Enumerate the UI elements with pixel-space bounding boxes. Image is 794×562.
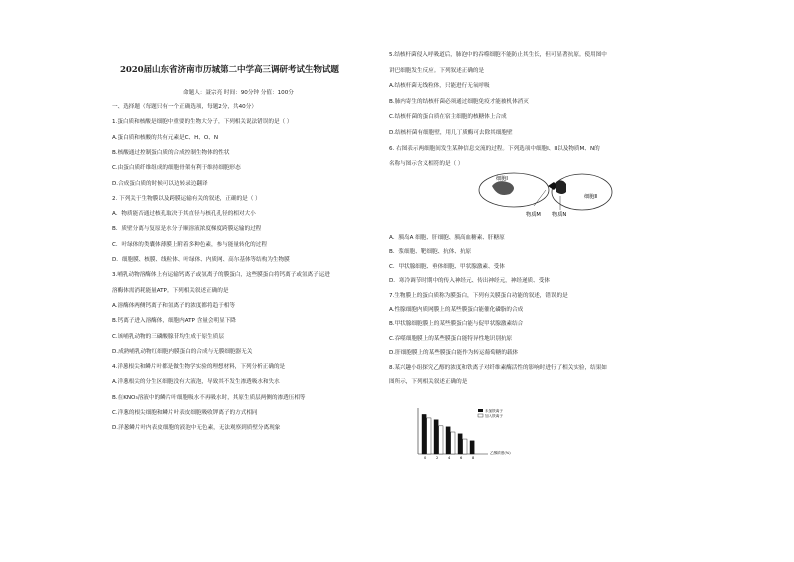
- text-line: C．叶绿体的类囊体薄膜上附着多种色素，参与能量转化的过程: [112, 241, 267, 248]
- text-line: D.肝细胞膜上的某些膜蛋白能作为转运葡萄糖的载体: [389, 350, 519, 357]
- x-tick-label: 0: [424, 456, 427, 460]
- text-line: B.甲状腺细胞膜上的某些膜蛋白能与促甲状腺激素结合: [389, 321, 524, 328]
- text-line: A.性腺细胞内质网膜上的某些膜蛋白能催化磷脂的合成: [389, 307, 524, 313]
- text-line: B.肺内寄生的结核杆菌必须通过细胞免疫才能被机体消灭: [389, 98, 529, 105]
- bar-0-series-2: [427, 418, 431, 454]
- cell-2-label: 细胞Ⅱ: [584, 194, 597, 200]
- text-line: A．物质能否通过核孔取决于其直径与核孔孔径的相对大小: [112, 211, 256, 218]
- text-line: D.成熟哺乳动物红细胞内膜蛋白的合成与无膜细胞器无关: [112, 348, 253, 355]
- text-line: B.钙离子进入溶酶体，细胞内ATP 含量会明显下降: [112, 318, 236, 325]
- text-line: C.结核杆菌的蛋白质在宿主细胞的核糖体上合成: [389, 114, 507, 121]
- text-line: 2. 下列关于生物膜以及跨膜运输有关的叙述，正确的是（ ）: [112, 195, 261, 202]
- text-line: A.溶酶体两侧钙离子和氢离子的浓度都将趋于相等: [112, 302, 235, 309]
- text-line: D.结核杆菌有细胞壁，用几丁质酶可去除其细胞壁: [389, 130, 513, 136]
- legend-label-2: 加入铁离子: [485, 414, 503, 418]
- bar-4-series-1: [446, 427, 450, 454]
- legend-label-1: 未加铁离子: [485, 409, 503, 413]
- bar-6-series-2: [463, 439, 467, 454]
- bar-8-series-1: [470, 441, 474, 454]
- substance-m-label: 物质M: [526, 212, 541, 218]
- cell-1-nucleus: [492, 181, 514, 195]
- text-line: 7.生物膜上的蛋白质称为膜蛋白，下列有关膜蛋白功能的叙述，错误的是: [389, 292, 568, 299]
- bar-2-series-1: [434, 420, 438, 454]
- text-line: 溶酶体需消耗能量ATP。下列相关叙述正确的是: [112, 287, 229, 294]
- text-line: C．甲状腺细胞、垂体细胞、甲状腺激素、受体: [389, 263, 505, 270]
- text-line: 1.蛋白质和核酸是细胞中重要的生物大分子，下列相关说法错误的是（ ）: [112, 119, 293, 126]
- bar-2-series-2: [439, 426, 443, 454]
- text-line: 名称与图示含义相符的是（ ）: [389, 161, 464, 168]
- text-line: B.核酸通过控制蛋白质的合成控制生物体的性状: [112, 149, 230, 156]
- text-line: D.洋葱鳞片叶内表皮细胞的液泡中无色素，无法观察到质壁分离现象: [112, 425, 281, 432]
- text-line: A.结核杆菌无线粒体，只能进行无氧呼吸: [389, 83, 490, 90]
- text-line: C.吞噬细胞膜上的某些膜蛋白能特异性地识别抗原: [389, 335, 513, 342]
- text-line: D.合成蛋白质的时候可以边转录边翻译: [112, 180, 208, 187]
- text-line: 图所示，下列相关叙述正确的是: [389, 379, 468, 385]
- x-tick-label: 4: [448, 456, 451, 460]
- text-line: 4.洋葱根尖和鳞片叶都是做生物学实验的理想材料，下列分析正确的是: [112, 364, 286, 371]
- cell-1-label: 细胞Ⅰ: [496, 176, 508, 182]
- x-tick-label: 8: [472, 456, 475, 460]
- cell-signal-diagram: [474, 168, 614, 226]
- x-tick-label: 6: [460, 456, 463, 460]
- text-line: C.洋葱的根尖细胞和鳞片叶表皮细胞吸收钾离子的方式相同: [112, 410, 258, 416]
- cell-1-outline: [479, 173, 549, 207]
- bar-6-series-1: [458, 434, 462, 454]
- legend-swatch-1: [478, 409, 483, 412]
- text-line: 8.某兴趣小组探究乙醇的浓度和铁离子对纤维素酶活性的影响时进行了相关实验，结果如: [389, 364, 607, 371]
- substance-n-label: 物质N: [552, 212, 567, 218]
- text-line: A.蛋白质和核酸的共有元素是C、H、O、N: [112, 134, 219, 141]
- text-line: D．细胞膜、核膜、线粒体、叶绿体、内质网、高尔基体等结构为生物膜: [112, 257, 290, 263]
- text-line: 讲巴细胞发生反应。下列叙述正确的是: [389, 67, 485, 74]
- x-axis-label: 乙醇浓度(%): [490, 451, 511, 455]
- text-line: C.该哺乳动物的三磷酸腺苷均生成于原生质层: [112, 333, 224, 340]
- exam-meta: 命题人：聂宗亮 时间：90分钟 分值：100分: [183, 90, 294, 96]
- text-line: D．寒冷调节时期中的传入神经元、传出神经元，神经递质、受体: [389, 278, 550, 285]
- text-line: 一、选择题（每题只有一个正确选项，每题2分，共40分）: [112, 104, 257, 110]
- text-line: B．质壁分离与复原是水分子顺溶液浓度梯度跨膜运输的过程: [112, 226, 262, 233]
- substance-n-shape: [556, 180, 566, 194]
- bar-4-series-2: [451, 432, 455, 454]
- document-title: 2020届山东省济南市历城第二中学高三调研考试生物试题: [120, 65, 339, 75]
- text-line: A．胰岛A 细胞、肝细胞、胰高血糖素、肝糖原: [389, 235, 505, 241]
- text-line: C.由蛋白质纤维组成的细胞骨架有利于维持细胞形态: [112, 165, 241, 172]
- text-line: 3.哺乳动物溶酶体上有运输钙离子或氢离子的膜蛋白，这些膜蛋白将钙离子或氢离子运进: [112, 272, 330, 279]
- x-tick-label: 2: [436, 456, 439, 460]
- text-line: B.在KNO₃溶液中的鳞片叶细胞吸水不再吸水时，其原生质层两侧的渗透压相等: [112, 394, 306, 401]
- text-line: B．浆细胞、靶细胞、抗体、抗原: [389, 249, 472, 256]
- text-line: A.洋葱根尖的分生区细胞没有大液泡，导致其不发生渗透吸水和失水: [112, 379, 280, 386]
- enzyme-activity-chart: [412, 404, 522, 460]
- text-line: 5.结核杆菌侵入呼吸道后，肺泡中的吞噬细胞不能防止其生长，但可显著抗原。使用图中: [389, 52, 607, 58]
- legend-swatch-2: [478, 414, 483, 417]
- bar-0-series-1: [422, 414, 426, 454]
- text-line: 6. 右图表示两细胞间发生某种信息交流的过程。下列选项中细胞Ⅰ、Ⅱ以及物质M、N的: [389, 145, 600, 152]
